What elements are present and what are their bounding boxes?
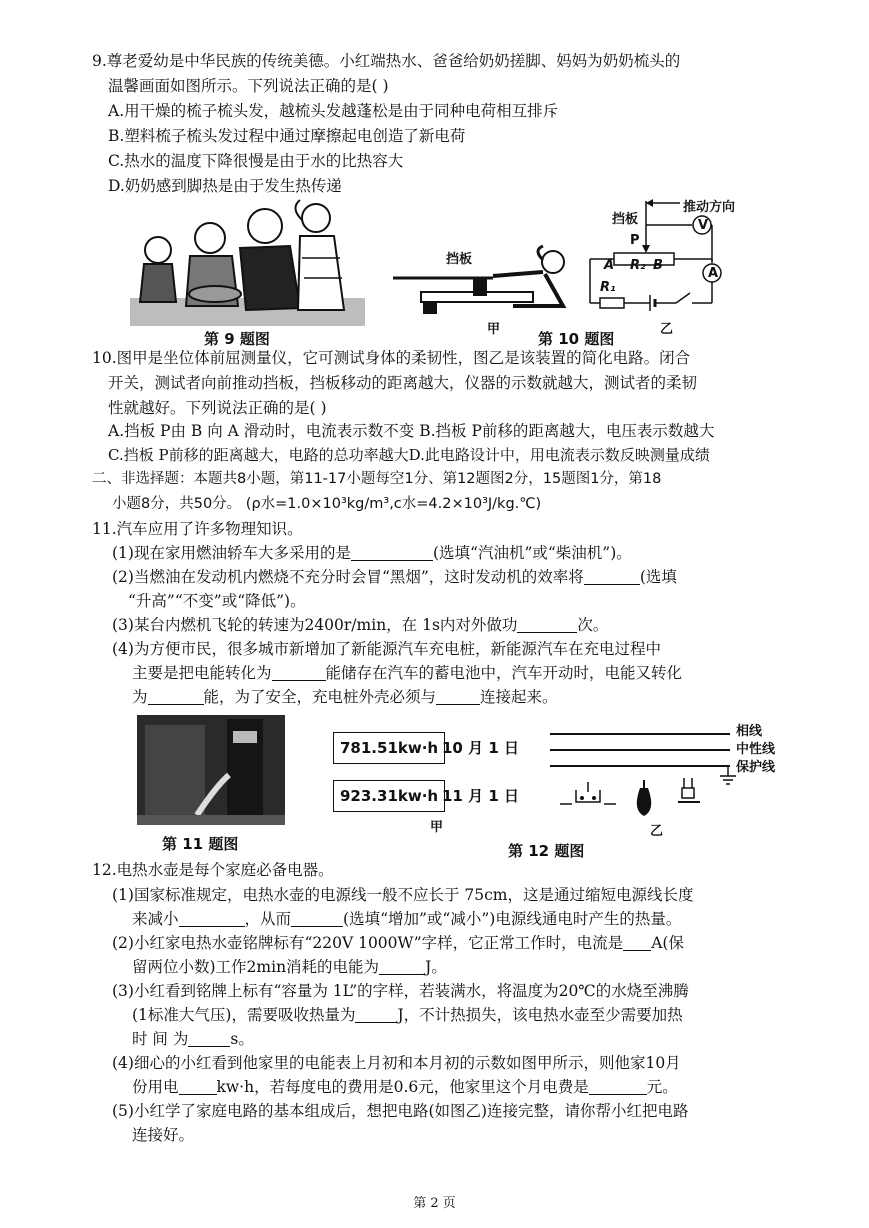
q11-part4-text-a: 主要是把电能转化为	[132, 664, 272, 682]
q12-part3-text-b: J，不计热损失，该电热水壶至少需要加热	[397, 1006, 683, 1024]
q12-part4-line2	[132, 1076, 678, 1098]
section2-heading-line2: 小题8分，共50分。 (ρ水=1.0×10³kg/m³,c水=4.2×10³J/kg.℃)	[112, 496, 542, 512]
q12-meter-reading-oct: 781.51kw·h	[333, 732, 445, 764]
q9-option-a: A.用干燥的梳子梳头发，越梳头发越蓬松是由于同种电荷相互排斥	[108, 102, 559, 120]
q12-part4-text-b: kw·h，若每度电的费用是0.6元，他家里这个月电费是	[216, 1078, 589, 1096]
q12-part2-line1	[112, 932, 684, 954]
q12-part2-blank2[interactable]	[379, 958, 425, 975]
q10-stem-line1: 10.图甲是坐位体前屈测量仪，它可测试身体的柔韧性，图乙是该装置的简化电路。闭合	[92, 349, 691, 367]
q11-part2	[112, 566, 677, 588]
q11-part1-text-end: (选填“汽油机”或“柴油机”)。	[432, 544, 632, 562]
q10-measuring-device-illustration	[393, 240, 578, 320]
page-number: 第 2 页	[413, 1196, 456, 1211]
q12-part4-blank2[interactable]	[589, 1078, 647, 1095]
q12-part3-line2	[132, 1004, 683, 1026]
q12-part2-text-b: A(保	[651, 934, 684, 952]
q11-part3	[112, 614, 608, 636]
q11-part3-text-end: 次。	[577, 616, 609, 634]
q12-part5-line2: 连接好。	[132, 1126, 195, 1144]
q10-point-b-label: B	[653, 258, 663, 273]
q10-fig-jia-baffle-label: 挡板	[446, 252, 473, 267]
q10-push-direction-label: 推动方向	[683, 200, 736, 215]
q12-figure-caption: 第 12 题图	[508, 842, 585, 860]
q12-part4-text-a: 份用电	[132, 1078, 179, 1096]
q11-part4-blank1[interactable]	[272, 664, 326, 681]
q10-ammeter-symbol: A	[708, 266, 719, 281]
q12-part1-blank2[interactable]	[291, 910, 343, 927]
q11-part1-text: (1)现在家用燃油轿车大多采用的是	[112, 544, 351, 562]
q12-part3-line3	[132, 1028, 254, 1050]
q10-r2-label: R₂	[630, 258, 646, 273]
q10-fig-yi-label: 乙	[660, 322, 674, 337]
q12-stem: 12.电热水壶是每个家庭必备电器。	[92, 861, 334, 879]
section2-heading-line1: 二、非选择题：本题共8小题，第11-17小题每空1分、第12题图2分，15题图1分，第18	[92, 471, 662, 487]
q12-part4-line1: (4)细心的小红看到他家里的电能表上月初和本月初的示数如图甲所示，则他家10月	[112, 1054, 681, 1072]
q12-part1-text-a: 来减小	[132, 910, 179, 928]
q12-fig-jia-label: 甲	[430, 820, 444, 835]
q10-figure-caption: 第 10 题图	[538, 330, 615, 348]
q12-meter-date-oct: 10 月 1 日	[442, 739, 519, 757]
q9-option-c: C.热水的温度下降很慢是由于水的比热容大	[108, 152, 404, 170]
q10-fig-jia-label: 甲	[487, 322, 501, 337]
q11-part2-text: (2)当燃油在发动机内燃烧不充分时会冒“黑烟”，这时发动机的效率将	[112, 568, 584, 586]
q12-part2-blank1[interactable]	[623, 934, 651, 951]
q10-fig-yi-baffle-label: 挡板	[612, 212, 639, 227]
q9-stem-line2: 温馨画面如图所示。下列说法正确的是( )	[108, 77, 389, 95]
q12-part1-blank1[interactable]	[179, 910, 245, 927]
q10-stem-line2: 开关，测试者向前推动挡板，挡板移动的距离越大，仪器的示数就越大，测试者的柔韧	[108, 374, 698, 392]
q9-stem-line1: 9.尊老爱幼是中华民族的传统美德。小红端热水、爸爸给奶奶搓脚、妈妈为奶奶梳头的	[92, 52, 681, 70]
q12-fig-yi-label: 乙	[650, 824, 664, 839]
q11-part4-blank3[interactable]	[436, 688, 480, 705]
q12-part4-blank1[interactable]	[179, 1078, 217, 1095]
q10-stem-line3: 性就越好。下列说法正确的是( )	[108, 399, 327, 417]
q12-part1-line2	[132, 908, 681, 930]
q12-part2-text-c: 留两位小数)工作2min消耗的电能为	[132, 958, 380, 976]
q12-part2-text-d: J。	[425, 958, 447, 976]
q11-part4-text-d: 能，为了安全，充电桩外壳必须与	[203, 688, 437, 706]
q12-live-wire-label: 相线	[736, 724, 763, 739]
q12-household-circuit-diagram	[540, 722, 740, 822]
q11-part4-text-c: 为	[132, 688, 148, 706]
q12-part3-line1: (3)小红看到铭牌上标有“容量为 1L”的字样，若装满水，将温度为20℃的水烧至沸腾	[112, 982, 689, 1000]
q12-part3-text-a: (1标准大气压)，需要吸收热量为	[132, 1006, 356, 1024]
q9-figure-caption: 第 9 题图	[204, 330, 270, 348]
q11-part4-line2	[132, 662, 682, 684]
q10-r1-label: R₁	[600, 280, 616, 295]
q12-neutral-wire-label: 中性线	[736, 742, 776, 757]
q10-slider-p-label: P	[630, 233, 640, 248]
q11-charging-pile-photo	[137, 715, 285, 825]
q10-options-cd: C.挡板 P前移的距离越大，电路的总功率越大D.此电路设计中，用电流表示数反映测量成绩	[108, 446, 710, 464]
q11-part2-options: “升高”“不变”或“降低”)。	[128, 592, 306, 610]
q9-option-b: B.塑料梳子梳头发过程中通过摩擦起电创造了新电荷	[108, 127, 466, 145]
q12-part4-text-c: 元。	[646, 1078, 678, 1096]
q11-figure-caption: 第 11 题图	[162, 835, 239, 853]
q12-meter-reading-nov: 923.31kw·h	[333, 780, 445, 812]
q11-part3-text: (3)某台内燃机飞轮的转速为2400r/min，在 1s内对外做功	[112, 616, 518, 634]
q12-part3-text-c: 时 间 为	[132, 1030, 189, 1048]
q11-part3-blank[interactable]	[517, 616, 577, 633]
q12-part1-text-c: (选填“增加”或“减小”)电源线通电时产生的热量。	[343, 910, 682, 928]
q12-part1-line1: (1)国家标准规定，电热水壶的电源线一般不应长于 75cm，这是通过缩短电源线长度	[112, 886, 694, 904]
q11-part4-blank2[interactable]	[148, 688, 204, 705]
q10-point-a-label: A	[604, 258, 615, 273]
q12-part3-blank1[interactable]	[355, 1006, 397, 1023]
q10-voltmeter-symbol: V	[698, 218, 709, 233]
q11-part2-text-end: (选填	[639, 568, 677, 586]
q11-part4-text-e: 连接起来。	[480, 688, 558, 706]
q10-options-ab: A.挡板 P由 B 向 A 滑动时，电流表示数不变 B.挡板 P前移的距离越大，电压表示数越大	[108, 422, 715, 440]
q11-part4-line1: (4)为方便市民，很多城市新增加了新能源汽车充电桩，新能源汽车在充电过程中	[112, 640, 661, 658]
q12-meter-date-nov: 11 月 1 日	[442, 787, 519, 805]
q12-part3-blank2[interactable]	[188, 1030, 230, 1047]
q11-part1	[112, 542, 632, 564]
q11-part2-blank[interactable]	[584, 568, 640, 585]
q12-part2-text-a: (2)小红家电热水壶铭牌标有“220V 1000W”字样，它正常工作时，电流是	[112, 934, 624, 952]
q12-part2-line2	[132, 956, 447, 978]
q11-part4-line3	[132, 686, 558, 708]
q9-option-d: D.奶奶感到脚热是由于发生热传递	[108, 177, 342, 195]
q12-ground-wire-label: 保护线	[736, 760, 776, 775]
q11-part4-text-b: 能储存在汽车的蓄电池中，汽车开动时，电能又转化	[325, 664, 683, 682]
q11-stem: 11.汽车应用了许多物理知识。	[92, 520, 303, 538]
q12-part1-text-b: ，从而	[244, 910, 292, 928]
q12-part3-text-d: s。	[230, 1030, 254, 1048]
q9-family-illustration	[130, 198, 365, 326]
q12-part5-line1: (5)小红学了家庭电路的基本组成后，想把电路(如图乙)连接完整，请你帮小红把电路	[112, 1102, 689, 1120]
q11-part1-blank[interactable]	[351, 544, 433, 561]
